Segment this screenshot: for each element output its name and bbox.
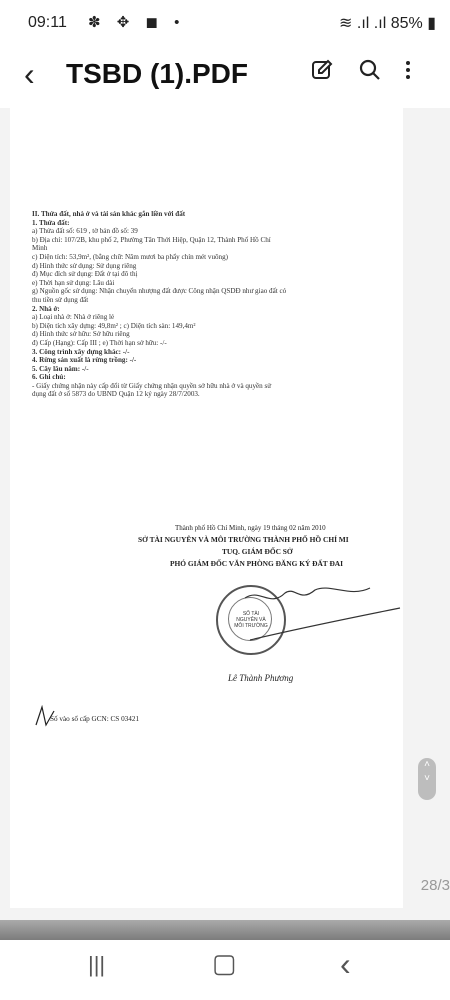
pdf-viewer[interactable]	[0, 108, 450, 970]
document-line: đ) Cấp (Hạng): Cấp III ; e) Thời hạn sở hữu: -/-	[32, 338, 167, 347]
status-bar	[0, 0, 450, 46]
register-number: Số vào sổ cấp GCN: CS 03421	[50, 715, 140, 723]
document-line: dụng đất ở số 5873 do UBND Quận 12 ký ngày 28/7/2003.	[32, 390, 200, 399]
document-line: a) Loại nhà ở: Nhà ở riêng lẻ	[32, 313, 115, 322]
document-line: - Giấy chứng nhận này cấp đổi từ Giấy chứng nhận quyền sở hữu nhà ở và quyền sử	[32, 381, 272, 390]
document-body	[32, 210, 392, 399]
document-line: a) Thửa đất số: 619 , tờ bản đồ số: 39	[32, 227, 138, 236]
document-line: 2. Nhà ở:	[32, 304, 60, 313]
document-line: b) Địa chỉ: 107/2B, khu phố 2, Phường Tân Thới Hiệp, Quận 12, Thành Phố Hồ Chí	[32, 235, 271, 244]
document-line: c) Diện tích: 53,9m², (bằng chữ: Năm mươi ba phẩy chín mét vuông)	[32, 252, 228, 261]
document-line: 4. Rừng sản xuất là rừng trồng: -/-	[32, 356, 137, 365]
battery-icon: ▮	[427, 15, 436, 32]
document-line: 3. Công trình xây dựng khác: -/-	[32, 347, 130, 356]
document-line: II. Thửa đất, nhà ở và tài sản khác gắn liền với đất	[32, 210, 186, 218]
search-icon[interactable]	[358, 58, 382, 89]
office-label: PHÓ GIÁM ĐỐC VĂN PHÒNG ĐĂNG KÝ ĐẤT ĐAI	[170, 559, 343, 568]
document-line: đ) Mục đích sử dụng: Đất ở tại đô thị	[32, 270, 138, 279]
document-line: g) Nguồn gốc sử dụng: Nhận chuyển nhượng đất được Công nhận QSDĐ như giao đất có	[32, 287, 287, 296]
document-title: TSBD (1).PDF	[66, 58, 248, 89]
document-line: d) Hình thức sử dụng: Sử dụng riêng	[32, 261, 137, 270]
status-right	[339, 13, 436, 33]
nav-back-icon[interactable]: ‹	[340, 946, 351, 982]
document-line: 6. Ghi chú:	[32, 373, 66, 382]
chevron-up-icon: ˄	[424, 759, 430, 770]
signal-icon: .ıl .ıl	[356, 15, 387, 32]
recents-icon[interactable]: |||	[88, 952, 106, 977]
stamp-text: SỐ TÀI NGUYÊN VÀ MÔI TRƯỜNG	[234, 611, 268, 629]
document-line: 1. Thửa đất:	[32, 218, 70, 227]
battery-text: 85%	[390, 15, 423, 32]
authority-name: SỞ TÀI NGUYÊN VÀ MÔI TRƯỜNG THÀNH PHỐ HỒ CHÍ MI	[138, 535, 349, 544]
document-line: e) Thời hạn sử dụng: Lâu dài	[32, 278, 115, 287]
system-nav-bar	[0, 940, 450, 1000]
document-line: 5. Cây lâu năm: -/-	[32, 364, 89, 373]
date-line: Thành phố Hồ Chí Minh, ngày 19 tháng 02 năm 2010	[175, 524, 326, 532]
wifi-icon: ≋	[339, 15, 353, 32]
more-options-icon[interactable]	[402, 58, 414, 89]
signature-scribble	[240, 578, 405, 648]
app-bar	[0, 46, 450, 108]
next-page-preview	[0, 920, 450, 942]
back-arrow-icon[interactable]: ‹	[24, 56, 35, 92]
page-indicator: 28/3	[420, 877, 450, 894]
document-line: Minh	[32, 244, 48, 253]
status-time: 09:11	[28, 14, 67, 31]
chevron-down-icon: ˅	[424, 773, 430, 784]
notification-icons: ✽ ✥ ◼ •	[88, 14, 186, 31]
tuq-label: TUQ. GIÁM ĐỐC SỞ	[222, 547, 293, 556]
pdf-page	[10, 108, 403, 908]
edit-icon[interactable]	[310, 58, 334, 89]
home-icon[interactable]: ▢	[212, 948, 237, 978]
document-line: thu tiền sử dụng đất	[32, 295, 89, 304]
document-line: b) Diện tích xây dựng: 49,8m² ; c) Diện tích sàn: 149,4m²	[32, 321, 196, 330]
document-line: d) Hình thức sở hữu: Sở hữu riêng	[32, 330, 130, 339]
fast-scroll-handle[interactable]	[418, 758, 436, 800]
signer-name: Lê Thành Phương	[228, 673, 294, 683]
